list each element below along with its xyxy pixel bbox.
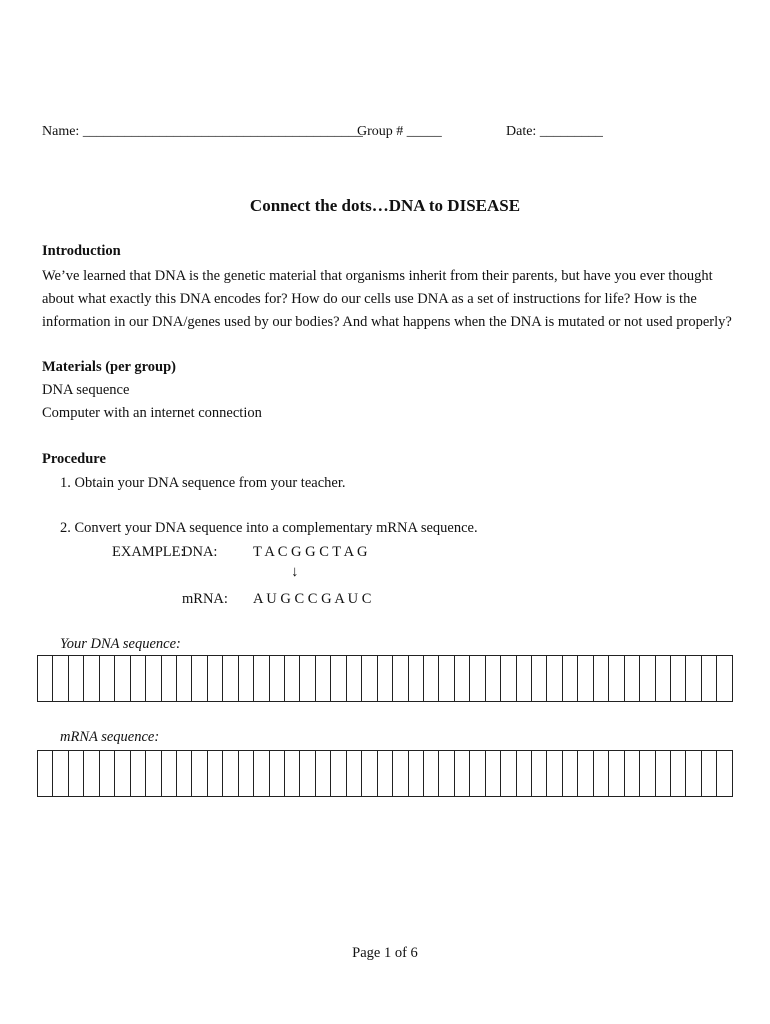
dna-sequence-cell[interactable] <box>532 656 547 701</box>
mrna-grid-label: mRNA sequence: <box>60 729 160 745</box>
introduction-heading: Introduction <box>42 243 121 259</box>
mrna-sequence-cell[interactable] <box>517 751 532 796</box>
dna-sequence-cell[interactable] <box>270 656 285 701</box>
procedure-step: 1. Obtain your DNA sequence from your teacher. <box>60 475 346 491</box>
materials-item: Computer with an internet connection <box>42 405 262 421</box>
mrna-sequence-cell[interactable] <box>285 751 300 796</box>
mrna-sequence-cell[interactable] <box>331 751 346 796</box>
materials-heading: Materials (per group) <box>42 359 176 375</box>
mrna-sequence-cell[interactable] <box>146 751 161 796</box>
dna-sequence-cell[interactable] <box>671 656 686 701</box>
dna-sequence-cell[interactable] <box>115 656 130 701</box>
dna-sequence-cell[interactable] <box>192 656 207 701</box>
dna-sequence-cell[interactable] <box>517 656 532 701</box>
mrna-sequence-cell[interactable] <box>239 751 254 796</box>
dna-sequence-cell[interactable] <box>686 656 701 701</box>
mrna-sequence-cell[interactable] <box>84 751 99 796</box>
page-number: Page 1 of 6 <box>352 945 418 961</box>
mrna-sequence-cell[interactable] <box>69 751 84 796</box>
mrna-sequence-cell[interactable] <box>177 751 192 796</box>
dna-sequence-cell[interactable] <box>362 656 377 701</box>
procedure-heading: Procedure <box>42 451 106 467</box>
dna-grid-label: Your DNA sequence: <box>60 636 181 652</box>
dna-sequence-cell[interactable] <box>316 656 331 701</box>
mrna-sequence-cell[interactable] <box>686 751 701 796</box>
mrna-sequence-cell[interactable] <box>609 751 624 796</box>
dna-sequence-cell[interactable] <box>69 656 84 701</box>
mrna-sequence-cell[interactable] <box>424 751 439 796</box>
name-field: Name: ________________________________________ <box>42 124 363 139</box>
dna-sequence-cell[interactable] <box>131 656 146 701</box>
mrna-sequence-cell[interactable] <box>563 751 578 796</box>
dna-sequence-cell[interactable] <box>609 656 624 701</box>
mrna-sequence-cell[interactable] <box>53 751 68 796</box>
mrna-sequence-cell[interactable] <box>115 751 130 796</box>
date-field: Date: _________ <box>506 124 603 139</box>
dna-sequence-cell[interactable] <box>424 656 439 701</box>
mrna-sequence-cell[interactable] <box>100 751 115 796</box>
dna-sequence-cell[interactable] <box>100 656 115 701</box>
dna-sequence-cell[interactable] <box>455 656 470 701</box>
mrna-sequence-cell[interactable] <box>470 751 485 796</box>
mrna-sequence-cell[interactable] <box>439 751 454 796</box>
mrna-sequence-cell[interactable] <box>594 751 609 796</box>
mrna-sequence-cell[interactable] <box>316 751 331 796</box>
materials-item: DNA sequence <box>42 382 130 398</box>
dna-sequence-cell[interactable] <box>594 656 609 701</box>
mrna-sequence-cell[interactable] <box>347 751 362 796</box>
example-dna-sequence: T A C G G C T A G <box>253 544 368 560</box>
dna-sequence-cell[interactable] <box>347 656 362 701</box>
mrna-sequence-cell[interactable] <box>162 751 177 796</box>
example-mrna-sequence: A U G C C G A U C <box>253 591 372 607</box>
dna-sequence-cell[interactable] <box>547 656 562 701</box>
example-dna-label: DNA: <box>182 544 218 560</box>
dna-sequence-cell[interactable] <box>331 656 346 701</box>
mrna-sequence-cell[interactable] <box>192 751 207 796</box>
dna-sequence-cell[interactable] <box>625 656 640 701</box>
mrna-sequence-cell[interactable] <box>640 751 655 796</box>
mrna-sequence-cell[interactable] <box>362 751 377 796</box>
mrna-sequence-cell[interactable] <box>378 751 393 796</box>
introduction-body: We’ve learned that DNA is the genetic material that organisms inherit from their parents, but have you ever thought about what exactly this DNA encodes for? How do our cells use DNA as a set of instructions for life? How is the information in our DNA/genes used by our bodies? And what happens when the DNA is mutated or not used properly? <box>42 268 732 330</box>
dna-sequence-cell[interactable] <box>208 656 223 701</box>
mrna-sequence-grid <box>37 750 733 797</box>
arrow-down-icon: ↓ <box>291 564 299 580</box>
dna-sequence-cell[interactable] <box>486 656 501 701</box>
mrna-sequence-cell[interactable] <box>254 751 269 796</box>
dna-sequence-cell[interactable] <box>378 656 393 701</box>
mrna-sequence-cell[interactable] <box>501 751 516 796</box>
dna-sequence-cell[interactable] <box>146 656 161 701</box>
dna-sequence-cell[interactable] <box>578 656 593 701</box>
mrna-sequence-cell[interactable] <box>409 751 424 796</box>
mrna-sequence-cell[interactable] <box>270 751 285 796</box>
mrna-sequence-cell[interactable] <box>208 751 223 796</box>
mrna-sequence-cell[interactable] <box>131 751 146 796</box>
mrna-sequence-cell[interactable] <box>671 751 686 796</box>
page-title: Connect the dots…DNA to DISEASE <box>249 196 521 215</box>
procedure-step: 2. Convert your DNA sequence into a complementary mRNA sequence. <box>60 520 478 536</box>
mrna-sequence-cell[interactable] <box>656 751 671 796</box>
example-prefix: EXAMPLE: <box>112 544 185 560</box>
mrna-sequence-cell[interactable] <box>625 751 640 796</box>
dna-sequence-cell[interactable] <box>53 656 68 701</box>
dna-sequence-cell[interactable] <box>223 656 238 701</box>
mrna-sequence-cell[interactable] <box>532 751 547 796</box>
dna-sequence-cell[interactable] <box>702 656 717 701</box>
example-mrna-label: mRNA: <box>182 591 228 607</box>
dna-sequence-cell[interactable] <box>300 656 315 701</box>
dna-sequence-cell[interactable] <box>563 656 578 701</box>
dna-sequence-cell[interactable] <box>162 656 177 701</box>
dna-sequence-cell[interactable] <box>439 656 454 701</box>
dna-sequence-cell[interactable] <box>393 656 408 701</box>
dna-sequence-grid <box>37 655 733 702</box>
dna-sequence-cell[interactable] <box>177 656 192 701</box>
dna-sequence-cell[interactable] <box>254 656 269 701</box>
dna-sequence-cell[interactable] <box>717 656 731 701</box>
dna-sequence-cell[interactable] <box>285 656 300 701</box>
mrna-sequence-cell[interactable] <box>702 751 717 796</box>
mrna-sequence-cell[interactable] <box>300 751 315 796</box>
dna-sequence-cell[interactable] <box>470 656 485 701</box>
dna-sequence-cell[interactable] <box>656 656 671 701</box>
mrna-sequence-cell[interactable] <box>393 751 408 796</box>
group-field: Group # _____ <box>357 124 442 139</box>
mrna-sequence-cell[interactable] <box>578 751 593 796</box>
mrna-sequence-cell[interactable] <box>486 751 501 796</box>
dna-sequence-cell[interactable] <box>84 656 99 701</box>
mrna-sequence-cell[interactable] <box>223 751 238 796</box>
mrna-sequence-cell[interactable] <box>38 751 53 796</box>
dna-sequence-cell[interactable] <box>640 656 655 701</box>
mrna-sequence-cell[interactable] <box>717 751 731 796</box>
dna-sequence-cell[interactable] <box>409 656 424 701</box>
dna-sequence-cell[interactable] <box>38 656 53 701</box>
mrna-sequence-cell[interactable] <box>455 751 470 796</box>
dna-sequence-cell[interactable] <box>501 656 516 701</box>
dna-sequence-cell[interactable] <box>239 656 254 701</box>
mrna-sequence-cell[interactable] <box>547 751 562 796</box>
